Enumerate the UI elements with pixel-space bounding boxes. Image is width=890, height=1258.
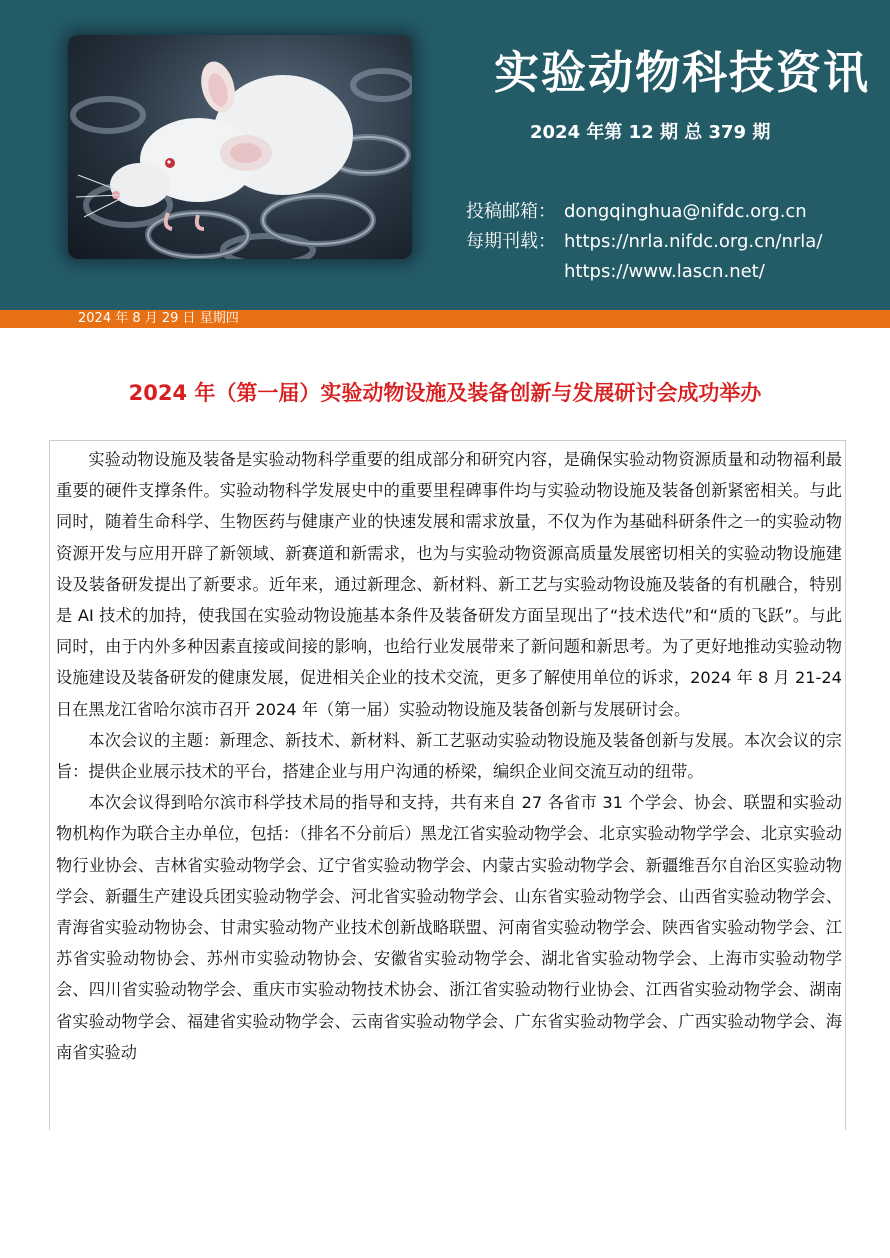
submission-email[interactable]: dongqinghua@nifdc.org.cn [564,201,807,222]
newsletter-title: 实验动物科技资讯 [493,46,870,99]
article-paragraph: 本次会议得到哈尔滨市科学技术局的指导和支持，共有来自 27 各省市 31 个学会、协会、联盟和实验动物机构作为联合主办单位，包括：（排名不分前后）黑龙江省实验动物学会、北京实验动物学学会、北京实验动物行业协会、吉林省实验动物学会、辽宁省实验动物学会、内蒙古实验动物学会、新疆维吾尔自治区实验动物学会、新疆生产建设兵团实验动物学会、河北省实验动物学会、山东省实验动物学会、山西省实验动物学会、青海省实验动物协会、甘肃实验动物产业技术创新战略联盟、河南省实验动物学会、陕西省实验动物学会、江苏省实验动物协会、苏州市实验动物协会、安徽省实验动物学会、湖北省实验动物学会、上海市实验动物学会、四川省实验动物学会、重庆市实验动物技术协会、浙江省实验动物行业协会、江西省实验动物学会、湖南省实验动物学会、福建省实验动物学会、云南省实验动物学会、广东省实验动物学会、广西实验动物学会、海南省实验动 [56,793,842,1062]
mouse-illustration [68,35,412,259]
article-paragraph: 实验动物设施及装备是实验动物科学重要的组成部分和研究内容，是确保实验动物资源质量和动物福利最重要的硬件支撑条件。实验动物科学发展史中的重要里程碑事件均与实验动物设施及装备创新紧密相关。与此同时，随着生命科学、生物医药与健康产业的快速发展和需求放量，不仅为作为基础科研条件之一的实验动物资源开发与应用开辟了新领域、新赛道和新需求，也为与实验动物资源高质量发展密切相关的实验动物设施建设及装备研发提出了新要求。近年来，通过新理念、新材料、新工艺与实验动物设施及装备的有机融合，特别是 AI 技术的加持，使我国在实验动物设施基本条件及装备研发方面呈现出了“技术迭代”和“质的飞跃”。与此同时，由于内外多种因素直接或间接的影响，也给行业发展带来了新问题和新思考。为了更好地推动实验动物设施建设及装备研发的健康发展，促进相关企业的技术交流，更多了解使用单位的诉求，2024 年 8 月 21-24 日在黑龙江省哈尔滨市召开 2024 年（第一届）实验动物设施及装备创新与发展研讨会。 [56,450,842,719]
newsletter-header [0,0,890,310]
archive-link-lascn[interactable]: https://www.lascn.net/ [564,261,765,282]
archive-label: 每期刊载： [466,231,556,252]
article-paragraph: 本次会议的主题：新理念、新技术、新材料、新工艺驱动实验动物设施及装备创新与发展。本次会议的宗旨：提供企业展示技术的平台，搭建企业与用户沟通的桥梁，编织企业间交流互动的纽带。 [56,730,842,782]
article-title: 2024 年（第一届）实验动物设施及装备创新与发展研讨会成功举办 [128,381,762,405]
issue-number: 2024 年第 12 期 总 379 期 [530,122,771,143]
archive-link-nrla[interactable]: https://nrla.nifdc.org.cn/nrla/ [564,231,823,252]
publish-date: 2024 年 8 月 29 日 星期四 [78,311,239,326]
white-mouse-photo [68,35,412,259]
contact-info [466,197,822,287]
email-label: 投稿邮箱： [466,201,556,222]
article-body [49,440,846,1130]
